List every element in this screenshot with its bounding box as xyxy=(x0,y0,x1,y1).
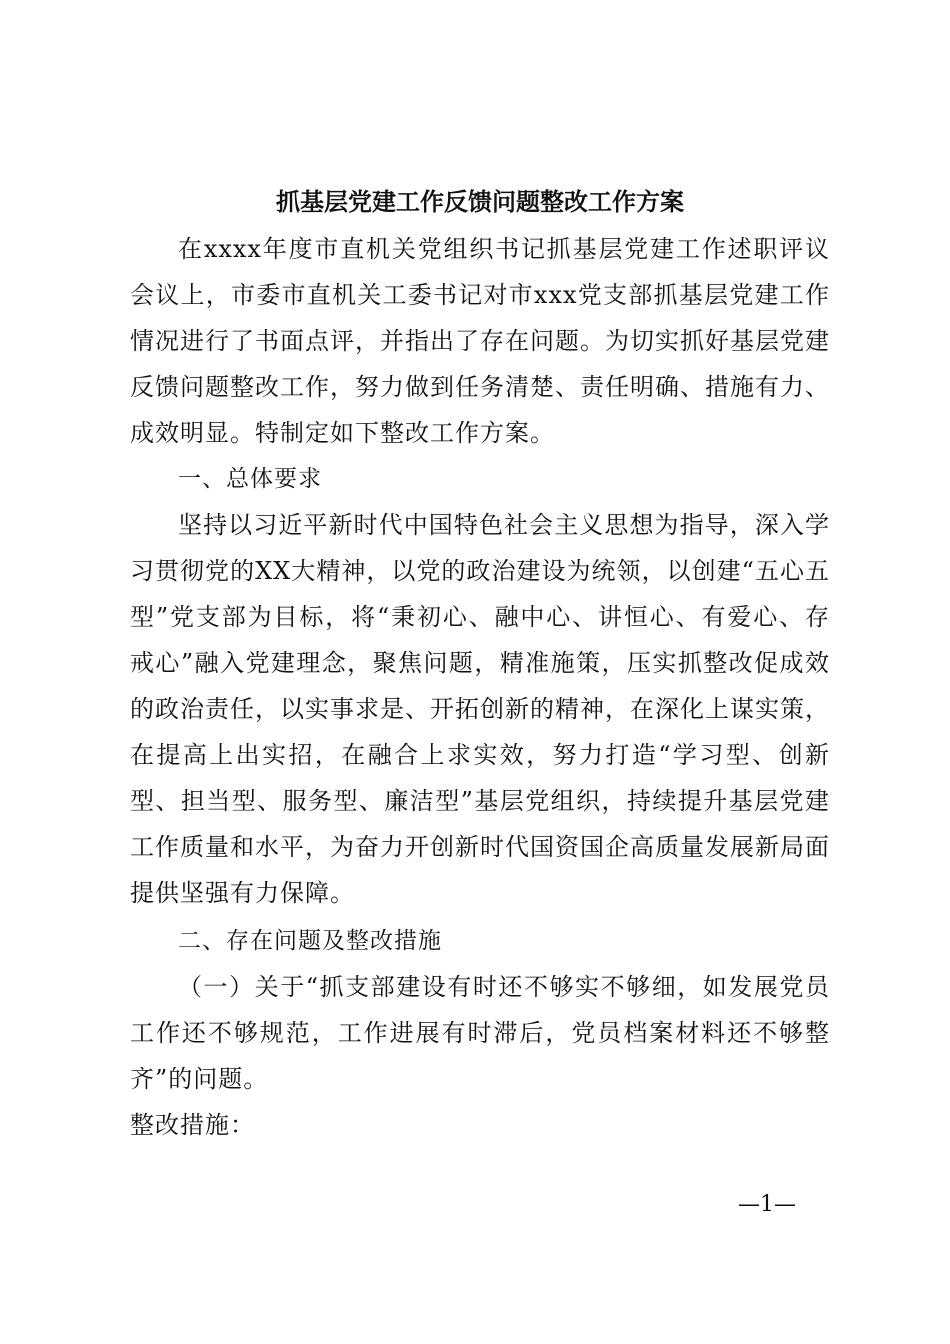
page-number: —1— xyxy=(738,1192,796,1217)
measures-label: 整改措施： xyxy=(130,1111,255,1139)
issue-1-paragraph: （一）关于“抓支部建设有时还不够实不够细，如发展党员工作还不够规范，工作进展有时滞后，党员档案材料还不够整齐”的问题。 xyxy=(130,973,830,1093)
section-2-heading: 二、存在问题及整改措施 xyxy=(178,928,442,954)
section-1-paragraph: 坚持以习近平新时代中国特色社会主义思想为指导，深入学习贯彻党的XX大精神，以党的政治建设为统领，以创建“五心五型”党支部为目标，将“秉初心、融中心、讲恒心、有爱心、存戒心”融入党建理念，聚焦问题，精准施策，压实抓整改促成效的政治责任，以实事求是、开拓创新的精神，在深化上谋实策，在提高上出实招，在融合上求实效，努力打造“学习型、创新型、担当型、服务型、廉洁型”基层党组织，持续提升基层党建工作质量和水平，为奋力开创新时代国资国企高质量发展新局面提供坚强有力保障。 xyxy=(130,511,830,907)
section-1-heading: 一、总体要求 xyxy=(178,466,322,492)
intro-paragraph: 在xxxx年度市直机关党组织书记抓基层党建工作述职评议会议上，市委市直机关工委书记对市xxx党支部抓基层党建工作情况进行了书面点评，并指出了存在问题。为切实抓好基层党建反馈问题整改工作，努力做到任务清楚、责任明确、措施有力、成效明显。特制定如下整改工作方案。 xyxy=(130,235,830,447)
document-title: 抓基层党建工作反馈问题整改工作方案 xyxy=(276,187,684,216)
